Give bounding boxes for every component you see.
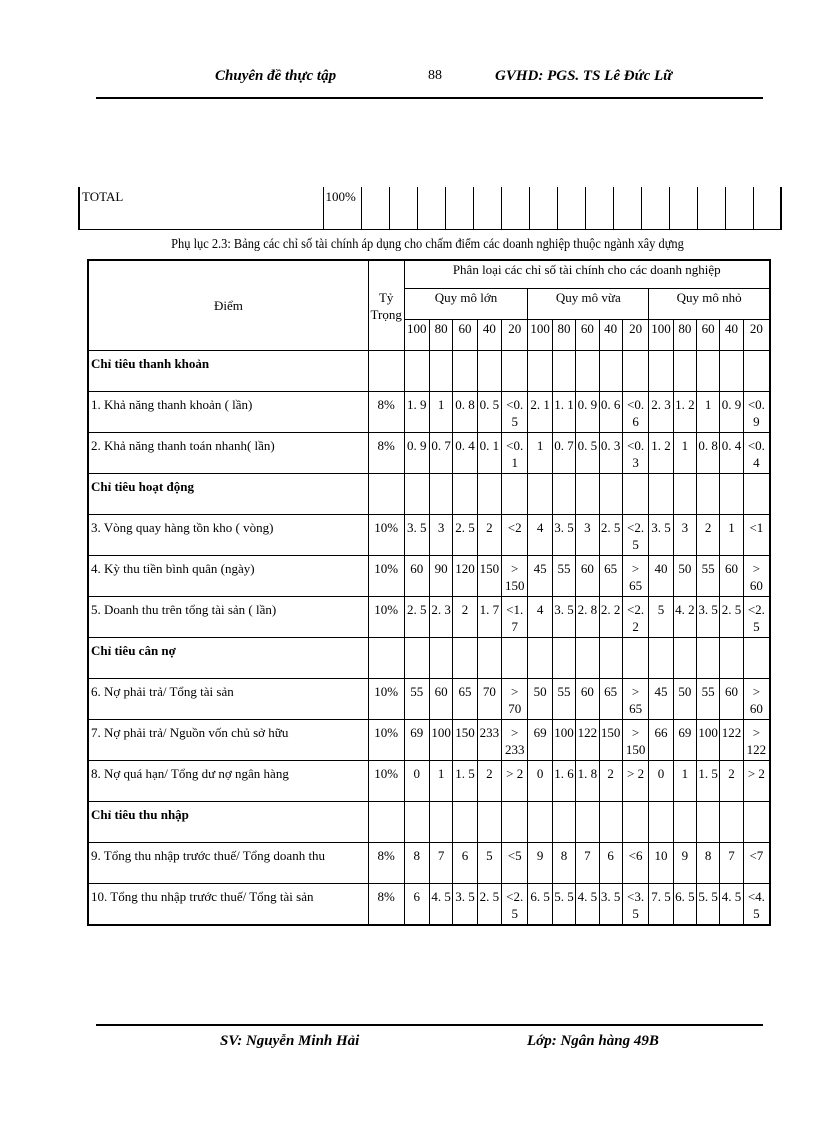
value-cell: 3. 5 xyxy=(649,515,673,556)
value-cell xyxy=(552,638,575,679)
table-row xyxy=(88,597,770,638)
value-cell: <0. 6 xyxy=(622,392,648,433)
weight-cell: 10% xyxy=(368,515,404,556)
header-advisor: GVHD: PGS. TS Lê Đức Lữ xyxy=(495,68,673,84)
page-footer xyxy=(0,1033,816,1063)
value-cell: <0. 5 xyxy=(502,392,528,433)
value-cell xyxy=(404,802,429,843)
weight-cell xyxy=(368,474,404,515)
ty-trong-header: Tỷ Trọng xyxy=(368,260,404,351)
value-cell: 0. 9 xyxy=(720,392,743,433)
value-cell: 1 xyxy=(429,761,452,802)
score-header-cell: 80 xyxy=(429,320,452,351)
value-cell: 69 xyxy=(404,720,429,761)
score-header-cell: 20 xyxy=(622,320,648,351)
value-cell: > 2 xyxy=(502,761,528,802)
group-header-large: Quy mô lớn xyxy=(404,289,528,320)
weight-cell: 8% xyxy=(368,433,404,474)
value-cell xyxy=(404,351,429,392)
value-cell: 66 xyxy=(649,720,673,761)
value-cell: 1 xyxy=(673,433,696,474)
value-cell: 2 xyxy=(477,515,501,556)
total-row-table xyxy=(78,187,782,230)
value-cell xyxy=(649,638,673,679)
weight-cell xyxy=(368,802,404,843)
table-row xyxy=(88,392,770,433)
indicator-name: 2. Khả năng thanh toán nhanh( lần) xyxy=(88,433,368,474)
value-cell xyxy=(528,802,552,843)
value-cell xyxy=(649,802,673,843)
score-header-cell: 60 xyxy=(453,320,477,351)
footer-student: SV: Nguyễn Minh Hải xyxy=(220,1033,360,1049)
value-cell: 7 xyxy=(576,843,599,884)
value-cell xyxy=(552,802,575,843)
value-cell: 6. 5 xyxy=(673,884,696,926)
value-cell xyxy=(720,474,743,515)
value-cell: 1 xyxy=(697,392,720,433)
group-title: Chỉ tiêu thanh khoản xyxy=(88,351,368,392)
value-cell: 45 xyxy=(528,556,552,597)
score-header-cell: 100 xyxy=(649,320,673,351)
value-cell xyxy=(673,802,696,843)
table-caption: Phụ lục 2.3: Bảng các chỉ số tài chính áp dụng cho chấm điểm các doanh nghiệp thuộc ngành xây dựng xyxy=(171,236,684,251)
value-cell: 2. 5 xyxy=(404,597,429,638)
value-cell: 0. 8 xyxy=(697,433,720,474)
value-cell xyxy=(743,638,770,679)
value-cell: <0. 9 xyxy=(743,392,770,433)
table-row xyxy=(88,761,770,802)
value-cell: 6 xyxy=(599,843,622,884)
value-cell: 1. 1 xyxy=(552,392,575,433)
value-cell xyxy=(552,474,575,515)
value-cell: 2. 5 xyxy=(599,515,622,556)
value-cell: <2. 2 xyxy=(622,597,648,638)
weight-cell: 10% xyxy=(368,556,404,597)
value-cell: 60 xyxy=(576,679,599,720)
value-cell: 50 xyxy=(673,679,696,720)
value-cell: 65 xyxy=(453,679,477,720)
value-cell: 5 xyxy=(649,597,673,638)
group-row xyxy=(88,351,770,392)
value-cell: 60 xyxy=(404,556,429,597)
classification-header: Phân loại các chỉ số tài chính cho các doanh nghiệp xyxy=(404,260,770,289)
value-cell: 3. 5 xyxy=(453,884,477,926)
indicator-name: 8. Nợ quá hạn/ Tổng dư nợ ngân hàng xyxy=(88,761,368,802)
value-cell: 1. 5 xyxy=(697,761,720,802)
value-cell: 100 xyxy=(552,720,575,761)
value-cell: 1. 2 xyxy=(649,433,673,474)
indicator-name: 4. Kỳ thu tiền bình quân (ngày) xyxy=(88,556,368,597)
value-cell xyxy=(673,351,696,392)
table-row xyxy=(88,884,770,926)
value-cell: 0. 1 xyxy=(477,433,501,474)
table-row xyxy=(88,843,770,884)
value-cell: 0. 6 xyxy=(599,392,622,433)
value-cell: 7 xyxy=(429,843,452,884)
value-cell xyxy=(743,351,770,392)
value-cell xyxy=(576,474,599,515)
value-cell xyxy=(673,474,696,515)
value-cell: 90 xyxy=(429,556,452,597)
value-cell: 5 xyxy=(477,843,501,884)
value-cell: > 150 xyxy=(622,720,648,761)
group-title: Chỉ tiêu hoạt động xyxy=(88,474,368,515)
value-cell: 60 xyxy=(720,556,743,597)
page-number: 88 xyxy=(428,68,442,83)
value-cell: 3. 5 xyxy=(697,597,720,638)
group-row xyxy=(88,474,770,515)
value-cell: 69 xyxy=(528,720,552,761)
value-cell: 60 xyxy=(720,679,743,720)
value-cell: > 122 xyxy=(743,720,770,761)
value-cell xyxy=(576,638,599,679)
value-cell: 2. 5 xyxy=(477,884,501,926)
value-cell: <2. 5 xyxy=(622,515,648,556)
value-cell: <3. 5 xyxy=(622,884,648,926)
value-cell: 55 xyxy=(697,556,720,597)
value-cell: 0. 9 xyxy=(576,392,599,433)
value-cell: 3 xyxy=(576,515,599,556)
value-cell: <4. 5 xyxy=(743,884,770,926)
value-cell: 2 xyxy=(453,597,477,638)
value-cell: 2. 8 xyxy=(576,597,599,638)
value-cell xyxy=(528,351,552,392)
value-cell: 0. 7 xyxy=(552,433,575,474)
value-cell xyxy=(453,474,477,515)
value-cell xyxy=(622,802,648,843)
header-rule xyxy=(96,97,763,99)
weight-cell xyxy=(368,638,404,679)
value-cell: 1 xyxy=(429,392,452,433)
score-header-cell: 100 xyxy=(404,320,429,351)
value-cell xyxy=(720,802,743,843)
value-cell: 2 xyxy=(599,761,622,802)
value-cell: 1 xyxy=(720,515,743,556)
value-cell xyxy=(697,474,720,515)
value-cell xyxy=(622,474,648,515)
value-cell: 122 xyxy=(576,720,599,761)
value-cell xyxy=(429,638,452,679)
value-cell xyxy=(453,638,477,679)
value-cell: 5. 5 xyxy=(552,884,575,926)
value-cell: 60 xyxy=(576,556,599,597)
value-cell: 6 xyxy=(404,884,429,926)
diem-header: Điểm xyxy=(88,260,368,351)
value-cell xyxy=(649,474,673,515)
indicator-name: 5. Doanh thu trên tổng tài sản ( lần) xyxy=(88,597,368,638)
value-cell xyxy=(477,802,501,843)
value-cell: 1. 8 xyxy=(576,761,599,802)
indicator-name: 6. Nợ phải trả/ Tổng tài sản xyxy=(88,679,368,720)
value-cell: 2. 3 xyxy=(429,597,452,638)
value-cell xyxy=(429,474,452,515)
value-cell: 55 xyxy=(552,679,575,720)
value-cell: 65 xyxy=(599,679,622,720)
value-cell: 3. 5 xyxy=(552,515,575,556)
value-cell: 70 xyxy=(477,679,501,720)
value-cell: 2. 5 xyxy=(453,515,477,556)
value-cell: 4. 5 xyxy=(429,884,452,926)
value-cell: 45 xyxy=(649,679,673,720)
value-cell: 1. 6 xyxy=(552,761,575,802)
page-header xyxy=(0,68,816,98)
value-cell: 122 xyxy=(720,720,743,761)
weight-cell: 10% xyxy=(368,720,404,761)
weight-cell: 8% xyxy=(368,843,404,884)
total-label: TOTAL xyxy=(79,187,323,230)
value-cell: 60 xyxy=(429,679,452,720)
value-cell xyxy=(502,351,528,392)
score-header-cell: 80 xyxy=(673,320,696,351)
value-cell xyxy=(453,351,477,392)
value-cell: 2 xyxy=(720,761,743,802)
indicator-name: 7. Nợ phải trả/ Nguồn vốn chủ sở hữu xyxy=(88,720,368,761)
value-cell: 4. 5 xyxy=(720,884,743,926)
value-cell xyxy=(720,351,743,392)
value-cell: 0 xyxy=(404,761,429,802)
value-cell xyxy=(599,802,622,843)
value-cell: 1 xyxy=(528,433,552,474)
value-cell: > 60 xyxy=(743,679,770,720)
value-cell: 0. 5 xyxy=(477,392,501,433)
score-header-cell: 20 xyxy=(502,320,528,351)
value-cell: 0. 4 xyxy=(453,433,477,474)
score-header-cell: 20 xyxy=(743,320,770,351)
value-cell: > 60 xyxy=(743,556,770,597)
value-cell xyxy=(622,638,648,679)
value-cell: 4. 5 xyxy=(576,884,599,926)
value-cell xyxy=(502,638,528,679)
score-header-cell: 80 xyxy=(552,320,575,351)
value-cell: 1. 7 xyxy=(477,597,501,638)
value-cell: > 70 xyxy=(502,679,528,720)
value-cell: 2 xyxy=(697,515,720,556)
value-cell: 1. 5 xyxy=(453,761,477,802)
value-cell xyxy=(404,474,429,515)
value-cell: > 65 xyxy=(622,556,648,597)
weight-cell: 8% xyxy=(368,392,404,433)
value-cell: 65 xyxy=(599,556,622,597)
value-cell: 233 xyxy=(477,720,501,761)
value-cell: 3. 5 xyxy=(404,515,429,556)
table-row xyxy=(88,433,770,474)
weight-cell: 10% xyxy=(368,679,404,720)
value-cell: 0. 8 xyxy=(453,392,477,433)
group-title: Chỉ tiêu cân nợ xyxy=(88,638,368,679)
value-cell: 4 xyxy=(528,597,552,638)
value-cell: 2 xyxy=(477,761,501,802)
value-cell: 6 xyxy=(453,843,477,884)
table-row xyxy=(88,515,770,556)
value-cell xyxy=(528,638,552,679)
value-cell: <1 xyxy=(743,515,770,556)
value-cell: <5 xyxy=(502,843,528,884)
value-cell xyxy=(502,474,528,515)
value-cell: 0. 5 xyxy=(576,433,599,474)
value-cell: 150 xyxy=(453,720,477,761)
value-cell xyxy=(720,638,743,679)
value-cell: 69 xyxy=(673,720,696,761)
value-cell: 150 xyxy=(599,720,622,761)
footer-class: Lớp: Ngân hàng 49B xyxy=(527,1033,659,1049)
value-cell: 0. 7 xyxy=(429,433,452,474)
score-header-cell: 60 xyxy=(576,320,599,351)
value-cell: 5. 5 xyxy=(697,884,720,926)
value-cell: 100 xyxy=(697,720,720,761)
value-cell: 9 xyxy=(528,843,552,884)
value-cell: <1. 7 xyxy=(502,597,528,638)
value-cell: 50 xyxy=(673,556,696,597)
value-cell xyxy=(599,474,622,515)
value-cell: 8 xyxy=(552,843,575,884)
value-cell: 6. 5 xyxy=(528,884,552,926)
value-cell: 1. 2 xyxy=(673,392,696,433)
value-cell xyxy=(502,802,528,843)
group-row xyxy=(88,638,770,679)
financial-ratio-table xyxy=(87,259,771,926)
value-cell: 7. 5 xyxy=(649,884,673,926)
value-cell xyxy=(429,351,452,392)
table-row xyxy=(88,556,770,597)
value-cell xyxy=(622,351,648,392)
value-cell xyxy=(697,638,720,679)
weight-cell: 10% xyxy=(368,761,404,802)
value-cell: > 65 xyxy=(622,679,648,720)
value-cell: 8 xyxy=(697,843,720,884)
value-cell: 0. 3 xyxy=(599,433,622,474)
value-cell: 3. 5 xyxy=(552,597,575,638)
value-cell xyxy=(528,474,552,515)
group-row xyxy=(88,802,770,843)
table-row xyxy=(88,679,770,720)
value-cell: <0. 3 xyxy=(622,433,648,474)
group-header-medium: Quy mô vừa xyxy=(528,289,649,320)
group-header-small: Quy mô nhỏ xyxy=(649,289,770,320)
value-cell xyxy=(404,638,429,679)
value-cell: 100 xyxy=(429,720,452,761)
value-cell: 55 xyxy=(404,679,429,720)
value-cell xyxy=(552,351,575,392)
value-cell: <0. 1 xyxy=(502,433,528,474)
value-cell: > 150 xyxy=(502,556,528,597)
value-cell: 55 xyxy=(697,679,720,720)
value-cell xyxy=(477,474,501,515)
value-cell xyxy=(743,474,770,515)
score-header-cell: 100 xyxy=(528,320,552,351)
value-cell xyxy=(429,802,452,843)
score-header-cell: 60 xyxy=(697,320,720,351)
value-cell xyxy=(599,351,622,392)
value-cell: 4 xyxy=(528,515,552,556)
value-cell: 0 xyxy=(649,761,673,802)
value-cell: 2. 1 xyxy=(528,392,552,433)
value-cell: <6 xyxy=(622,843,648,884)
value-cell: <7 xyxy=(743,843,770,884)
value-cell: <2. 5 xyxy=(743,597,770,638)
value-cell: 9 xyxy=(673,843,696,884)
value-cell: 3 xyxy=(673,515,696,556)
value-cell: 150 xyxy=(477,556,501,597)
value-cell: 3 xyxy=(429,515,452,556)
value-cell: 8 xyxy=(404,843,429,884)
value-cell: > 2 xyxy=(743,761,770,802)
value-cell: <0. 4 xyxy=(743,433,770,474)
value-cell: 2. 2 xyxy=(599,597,622,638)
table-row xyxy=(88,720,770,761)
value-cell: > 2 xyxy=(622,761,648,802)
value-cell: 50 xyxy=(528,679,552,720)
value-cell: 4. 2 xyxy=(673,597,696,638)
value-cell: 10 xyxy=(649,843,673,884)
weight-cell: 8% xyxy=(368,884,404,926)
group-title: Chỉ tiêu thu nhập xyxy=(88,802,368,843)
value-cell: 1. 9 xyxy=(404,392,429,433)
value-cell: > 233 xyxy=(502,720,528,761)
value-cell xyxy=(576,802,599,843)
indicator-name: 10. Tổng thu nhập trước thuế/ Tổng tài sản xyxy=(88,884,368,926)
indicator-name: 9. Tổng thu nhập trước thuế/ Tổng doanh thu xyxy=(88,843,368,884)
value-cell: 2. 3 xyxy=(649,392,673,433)
value-cell: <2. 5 xyxy=(502,884,528,926)
header-doc-title: Chuyên đề thực tập xyxy=(215,68,337,84)
weight-cell xyxy=(368,351,404,392)
value-cell xyxy=(743,802,770,843)
total-value: 100% xyxy=(323,187,361,230)
value-cell: 7 xyxy=(720,843,743,884)
value-cell: 0. 9 xyxy=(404,433,429,474)
score-header-cell: 40 xyxy=(599,320,622,351)
value-cell: 1 xyxy=(673,761,696,802)
indicator-name: 1. Khả năng thanh khoản ( lần) xyxy=(88,392,368,433)
value-cell xyxy=(673,638,696,679)
value-cell xyxy=(697,802,720,843)
value-cell xyxy=(599,638,622,679)
value-cell xyxy=(453,802,477,843)
value-cell: 3. 5 xyxy=(599,884,622,926)
value-cell xyxy=(576,351,599,392)
weight-cell: 10% xyxy=(368,597,404,638)
value-cell: 0 xyxy=(528,761,552,802)
value-cell: 2. 5 xyxy=(720,597,743,638)
score-header-cell: 40 xyxy=(477,320,501,351)
value-cell xyxy=(477,351,501,392)
score-header-cell: 40 xyxy=(720,320,743,351)
value-cell: <2 xyxy=(502,515,528,556)
value-cell xyxy=(477,638,501,679)
footer-rule xyxy=(96,1024,763,1026)
value-cell: 0. 4 xyxy=(720,433,743,474)
indicator-name: 3. Vòng quay hàng tồn kho ( vòng) xyxy=(88,515,368,556)
value-cell: 55 xyxy=(552,556,575,597)
value-cell: 40 xyxy=(649,556,673,597)
value-cell: 120 xyxy=(453,556,477,597)
value-cell xyxy=(649,351,673,392)
value-cell xyxy=(697,351,720,392)
